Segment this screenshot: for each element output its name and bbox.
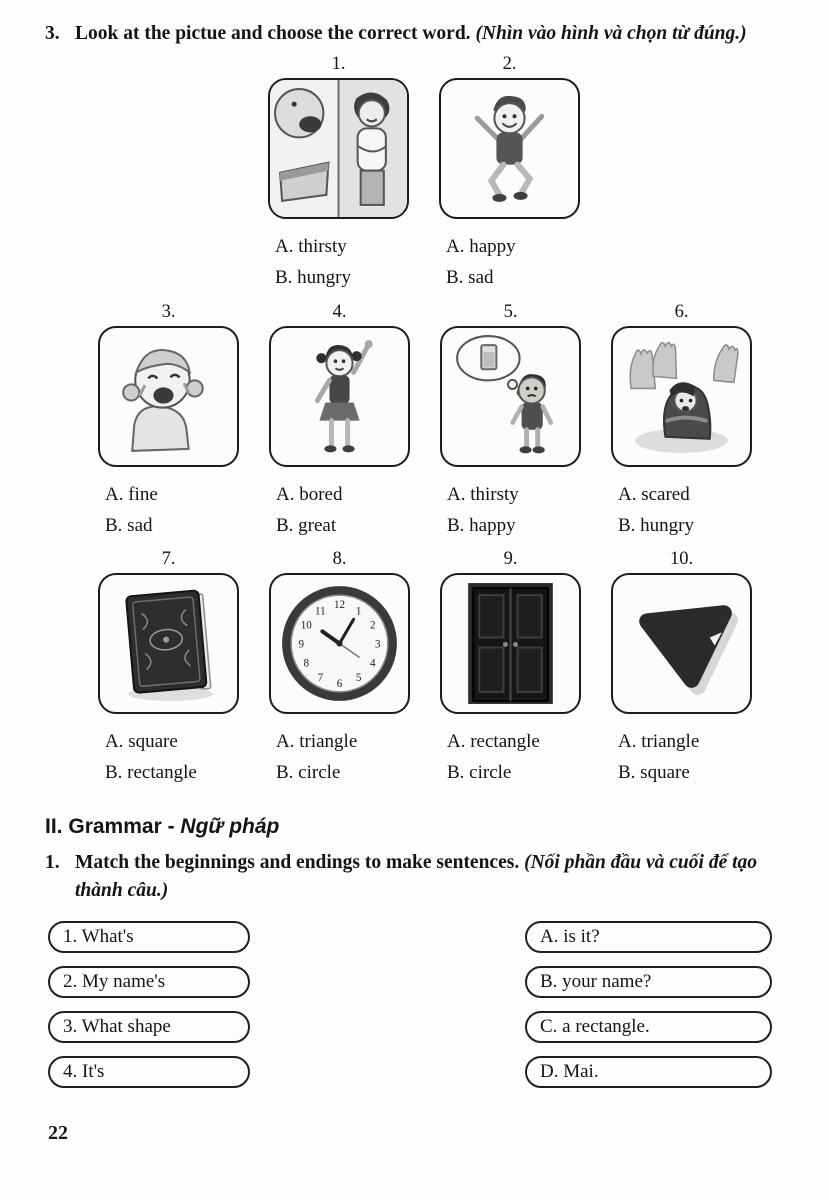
exercise3-item-10 — [596, 549, 767, 789]
item-options — [618, 480, 767, 542]
picture-book — [98, 573, 239, 714]
jumping-happy-boy-illustration — [441, 80, 578, 217]
ending-label: A. is it? — [540, 926, 600, 948]
item-number: 8. — [332, 549, 347, 570]
beginning-label: 2. My name's — [63, 971, 166, 993]
beginning-label: 4. It's — [63, 1061, 105, 1083]
item-options — [447, 480, 596, 542]
ending-label: D. Mai. — [540, 1061, 599, 1083]
thirsty-boy-thought-bubble-illustration — [442, 328, 579, 465]
item-number: 1. — [331, 54, 346, 75]
ending-label: B. your name? — [540, 971, 652, 993]
option-b: B. square — [618, 762, 690, 784]
exercise3-item-6 — [596, 302, 767, 542]
beginning-pill-4 — [48, 1056, 250, 1088]
option-b: B. sad — [105, 514, 153, 536]
matching-exercise — [0, 905, 829, 1101]
option-b: B. hungry — [275, 267, 351, 289]
item-number: 6. — [674, 301, 689, 322]
wall-clock-illustration — [271, 575, 408, 712]
picture-row-1 — [253, 54, 829, 294]
exercise3-item-8 — [254, 549, 425, 789]
book-illustration — [100, 575, 237, 712]
option-a: A. happy — [446, 236, 516, 258]
ending-label: C. a rectangle. — [540, 1016, 650, 1038]
svg-text:9: 9 — [298, 638, 304, 651]
grammar-section-title: Grammar - — [68, 814, 181, 838]
ending-pill-b — [525, 966, 772, 998]
picture-door — [440, 573, 581, 714]
picture-row-3 — [83, 549, 829, 789]
grammar-section-number: II. — [45, 814, 63, 838]
picture-clock — [269, 573, 410, 714]
ending-pill-a — [525, 921, 772, 953]
picture-happy-boy — [439, 78, 580, 219]
match-title-vi: (Nối phần đầu và cuối để tạo thành câu.) — [75, 851, 758, 902]
item-number: 4. — [332, 301, 347, 322]
ending-pill-d — [525, 1056, 772, 1088]
option-a: A. triangle — [618, 731, 700, 753]
item-number: 3. — [161, 301, 176, 322]
exercise3-item-3 — [83, 302, 254, 542]
match-exercise-header — [0, 839, 829, 906]
grammar-section-heading — [45, 815, 829, 839]
picture-thirsty-boy — [440, 326, 581, 467]
option-a: A. fine — [105, 483, 158, 505]
picture-girl-waving — [269, 326, 410, 467]
item-options — [276, 480, 425, 542]
exercise3-number: 3. — [45, 23, 60, 44]
beginning-pill-3 — [48, 1011, 250, 1043]
svg-text:3: 3 — [375, 638, 381, 651]
option-b: B. circle — [447, 762, 512, 784]
beginning-pill-2 — [48, 966, 250, 998]
option-a: A. scared — [618, 483, 690, 505]
exercise3-title — [75, 20, 747, 48]
item-options — [447, 727, 596, 789]
svg-text:1: 1 — [355, 605, 362, 618]
item-number: 2. — [502, 54, 517, 75]
picture-row-2 — [83, 302, 829, 542]
option-b: B. sad — [446, 267, 494, 289]
option-a: A. thirsty — [447, 483, 519, 505]
exercise3-item-7 — [83, 549, 254, 789]
exercise3-item-1 — [253, 54, 424, 294]
option-b: B. happy — [447, 514, 516, 536]
crying-girl-illustration — [100, 328, 237, 465]
match-title-en: Match the beginnings and endings to make sentences. — [75, 851, 520, 873]
double-door-illustration — [442, 575, 579, 712]
exercise3-item-4 — [254, 302, 425, 542]
item-number: 10. — [669, 549, 694, 570]
eating-cake-illustration — [270, 80, 407, 217]
exercise3-item-5 — [425, 302, 596, 542]
exercise3-header — [0, 0, 829, 48]
item-number: 9. — [503, 549, 518, 570]
picture-thirsty-hungry — [268, 78, 409, 219]
option-b: B. circle — [276, 762, 341, 784]
option-b: B. rectangle — [105, 762, 197, 784]
match-exercise-number: 1. — [45, 851, 60, 873]
option-a: A. square — [105, 731, 178, 753]
svg-text:4: 4 — [369, 657, 376, 670]
option-a: A. thirsty — [275, 236, 347, 258]
item-options — [105, 480, 254, 542]
svg-text:8: 8 — [303, 657, 310, 670]
picture-sad-girl — [98, 326, 239, 467]
item-options — [105, 727, 254, 789]
scared-person-illustration — [613, 328, 750, 465]
item-options — [618, 727, 767, 789]
svg-text:2: 2 — [369, 619, 376, 632]
svg-text:7: 7 — [317, 672, 324, 685]
match-exercise-title — [75, 849, 787, 906]
girl-raising-arm-illustration — [271, 328, 408, 465]
beginnings-column — [48, 921, 250, 1101]
item-options — [446, 232, 595, 294]
svg-text:6: 6 — [336, 678, 343, 691]
triangle-shape-illustration — [613, 575, 750, 712]
picture-triangle — [611, 573, 752, 714]
svg-text:5: 5 — [355, 672, 362, 685]
exercise3-title-en: Look at the pictue and choose the correct word. — [75, 23, 471, 44]
ending-pill-c — [525, 1011, 772, 1043]
page-number: 22 — [48, 1122, 68, 1144]
option-a: A. bored — [276, 483, 343, 505]
svg-text:10: 10 — [300, 619, 312, 632]
picture-scared-person — [611, 326, 752, 467]
exercise3-title-vi: (Nhìn vào hình và chọn từ đúng.) — [470, 23, 747, 44]
option-b: B. hungry — [618, 514, 694, 536]
svg-text:12: 12 — [333, 599, 346, 612]
item-number: 7. — [161, 549, 176, 570]
beginning-label: 3. What shape — [63, 1016, 171, 1038]
grammar-section-title-vi: Ngữ pháp — [180, 814, 280, 838]
item-options — [276, 727, 425, 789]
option-a: A. triangle — [276, 731, 358, 753]
endings-column — [525, 921, 772, 1101]
svg-text:11: 11 — [315, 605, 326, 618]
beginning-pill-1 — [48, 921, 250, 953]
exercise3-item-9 — [425, 549, 596, 789]
item-number: 5. — [503, 301, 518, 322]
item-options — [275, 232, 424, 294]
beginning-label: 1. What's — [63, 926, 134, 948]
exercise3-item-2 — [424, 54, 595, 294]
option-b: B. great — [276, 514, 337, 536]
option-a: A. rectangle — [447, 731, 540, 753]
